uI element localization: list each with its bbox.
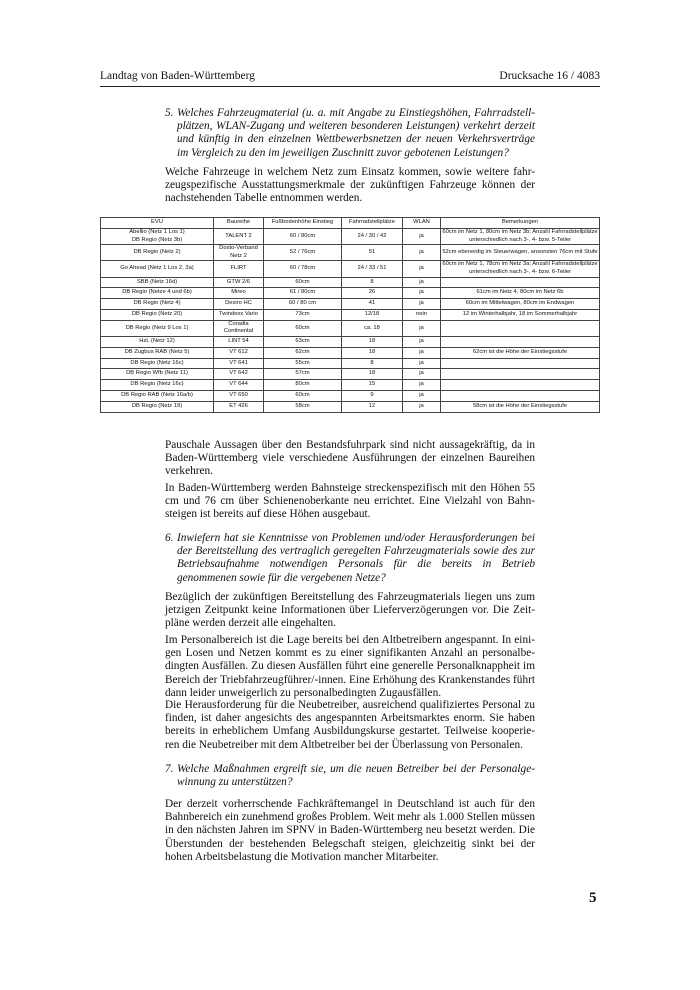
table-cell: 60cm im Mittelwagen, 80cm im Endwagen (441, 299, 600, 310)
table-cell: 58cm (264, 401, 342, 412)
table-cell: 63cm (264, 336, 342, 347)
question-7 (165, 763, 535, 789)
table-cell: 24 / 33 / 51 (342, 261, 403, 277)
table-cell: Coradia Continental (214, 320, 264, 336)
table-cell: ja (403, 229, 441, 245)
table-cell (441, 369, 600, 380)
paragraph-lieferverzoegerungen: Bezüglich der zukünftigen Bereitstellung des Fahrzeugmaterials liegen uns zum jetzigen Zeitpunkt keine Informationen über Lieferverzögerungen vor. Die Zeit-pläne werden derzeit alle eingehalten. (165, 591, 535, 630)
table-cell: VT 650 (214, 390, 264, 401)
paragraph-table-intro: Welche Fahrzeuge in welchem Netz zum Einsatz kommen, sowie weitere fahr-zeugspezifische Ausstattungsmerkmale der zukünftigen Fahrzeuge können der nachstehenden Tabelle entnommen werden. (165, 166, 535, 205)
question-5-number: 5. (165, 107, 174, 119)
table-row (101, 401, 600, 412)
table-cell: ja (403, 336, 441, 347)
table-row (101, 380, 600, 391)
table-cell: DB Regio (Netze 4 und 6b) (101, 288, 214, 299)
table-cell (441, 277, 600, 288)
table-cell: 8 (342, 358, 403, 369)
table-cell: ja (403, 277, 441, 288)
page-number: 5 (589, 890, 597, 906)
table-cell: ja (403, 320, 441, 336)
table-cell: ja (403, 245, 441, 261)
header-rule (100, 86, 600, 87)
table-cell: ca. 18 (342, 320, 403, 336)
table-header-cell: Fußbodenhöhe Einstieg (264, 218, 342, 229)
table-cell: 52 / 76cm (264, 245, 342, 261)
table-cell: 60 / 80 cm (264, 299, 342, 310)
table-row (101, 261, 600, 277)
table-cell: 41 (342, 299, 403, 310)
table-header-cell: WLAN (403, 218, 441, 229)
paragraph-personalbereich: Im Personalbereich ist die Lage bereits bei den Altbetreibern angespannt. In eini-gen Losen und Netzen kommt es zu einer signifikanten Anzahl an personalbe-dingten Ausfällen. Zu diesen Ausfällen führt eine generelle Personalknappheit im Bereich der Triebfahrzeugführer/-innen. Eine Erhöhung des Krankenstandes führt dann leider unweigerlich zu personalbedingten Zugausfällen. (165, 634, 535, 699)
question-6-text: Inwiefern hat sie Kenntnisse von Problemen und/oder Herausforderungen bei der Bereitstellung des vertraglich geregelten Fahrzeugmaterials sowie des zur Betriebsaufnahme notwendigen Personals für die bereits in Betrieb genommenen sowie für die vergebenen Netze? (177, 532, 535, 584)
table-cell: 61 / 80cm (264, 288, 342, 299)
table-cell: ja (403, 347, 441, 358)
table-cell: VT 612 (214, 347, 264, 358)
table-cell: Mireo (214, 288, 264, 299)
table-row (101, 288, 600, 299)
table-cell: FLIRT (214, 261, 264, 277)
table-cell: ja (403, 380, 441, 391)
table-cell: 62cm (264, 347, 342, 358)
table-cell: SBB (Netz 16d) (101, 277, 214, 288)
paragraph-bestandsfuhrpark: Pauschale Aussagen über den Bestandsfuhrpark sind nicht aussagekräftig, da in Baden-Württemberg viele verschiedene Ausführungen der einzelnen Baureihen verkehren. (165, 439, 535, 478)
table-cell: Desiro HC (214, 299, 264, 310)
table-header-cell: Bemerkungen (441, 218, 600, 229)
table-header-row (101, 218, 600, 229)
table-cell: Abellio (Netz 1 Los 1) DB Regio (Netz 3b) (101, 229, 214, 245)
table-cell: 18 (342, 336, 403, 347)
table-row (101, 309, 600, 320)
table-cell: Dosto-Verband Netz 2 (214, 245, 264, 261)
table-cell: LINT 54 (214, 336, 264, 347)
table-cell: DB Regio (Netz 16c) (101, 380, 214, 391)
table-header-cell: Fahrradstellplätze (342, 218, 403, 229)
table-cell: 12/18 (342, 309, 403, 320)
table-cell: DB Regio (Netz 20) (101, 309, 214, 320)
table-cell: 80cm (264, 380, 342, 391)
table-cell (441, 358, 600, 369)
question-7-number: 7. (165, 763, 174, 775)
table-row (101, 229, 600, 245)
header-right: Drucksache 16 / 4083 (499, 70, 600, 82)
table-cell: Go Ahead (Netz 1 Los 2, 3a) (101, 261, 214, 277)
table-cell: 60 / 78cm (264, 261, 342, 277)
table-cell: ja (403, 299, 441, 310)
table-cell (441, 390, 600, 401)
paragraph-fachkraeftemangel: Der derzeit vorherrschende Fachkräftemangel in Deutschland ist auch für den Bahnbereich ein zunehmend großes Problem. Weit mehr als 1.000 Stellen müssen in den nächsten Jahren im SPNV in Baden-Württemberg neu besetzt werden. Die Überstunden der bestehenden Belegschaft steigen, gleichzeitig sinkt bei der hohen Arbeitsbelastung die Motivation mancher Mitarbeiter. (165, 798, 535, 863)
table-cell: 9 (342, 390, 403, 401)
table-cell: ja (403, 261, 441, 277)
table-cell (441, 380, 600, 391)
table-cell: DB Regio (Netz 19) (101, 401, 214, 412)
question-5 (165, 107, 535, 160)
page-header (100, 70, 600, 82)
question-6-number: 6. (165, 532, 174, 544)
table-cell: TALENT 2 (214, 229, 264, 245)
table-cell: 62cm ist die Höhe der Einstiegsstufe (441, 347, 600, 358)
table-cell: ja (403, 390, 441, 401)
table-cell: DB Regio (Netz 16c) (101, 358, 214, 369)
table-row (101, 336, 600, 347)
table-cell: 18 (342, 347, 403, 358)
paragraph-neubetreiber: Die Herausforderung für die Neubetreiber, ausreichend qualifiziertes Personal zu finden, ist daher angesichts des angespannten Arbeitsmarktes enorm. Sie haben bereits in erheblichem Umfang Ausbildungskurse gestartet. Teilweise kooperie-ren die Neubetreiber mit dem Altbetreiber bei der Überlassung von Personalen. (165, 699, 535, 751)
table-cell: HzL (Netz 12) (101, 336, 214, 347)
table-cell: ja (403, 401, 441, 412)
question-7-text: Welche Maßnahmen ergreift sie, um die neuen Betreiber bei der Personalge-winnung zu unterstützen? (177, 763, 535, 789)
table-row (101, 320, 600, 336)
table-cell: DB Regio (Netz 9 Los 1) (101, 320, 214, 336)
table-cell: DB Regio Wfb (Netz 11) (101, 369, 214, 380)
table-row (101, 358, 600, 369)
table-header-cell: Baureihe (214, 218, 264, 229)
table-cell: VT 641 (214, 358, 264, 369)
table-cell: 60cm (264, 320, 342, 336)
question-5-text: Welches Fahrzeugmaterial (u. a. mit Angabe zu Einstiegshöhen, Fahrradstell-plätzen, WLAN-Zugang und weiteren besonderen Leistungen) verkehrt derzeit und künftig in den einzelnen Wettbewerbsnetzen der neuen Verkehrsverträge im Vergleich zu den im jeweiligen Zuschnitt zuvor gebotenen Leistungen? (177, 107, 535, 159)
table-cell: VT 644 (214, 380, 264, 391)
table-header-cell: EVU (101, 218, 214, 229)
table-cell: VT 642 (214, 369, 264, 380)
table-cell: 60cm im Netz 1, 78cm im Netz 3a; Anzahl Fahrradstellplätze unterschiedlich nach 3-, 4- bzw. 6-Teiler (441, 261, 600, 277)
table-row (101, 347, 600, 358)
table-cell: 60cm im Netz 1, 80cm im Netz 3b; Anzahl Fahrradstellplätze unterschiedlich nach 3-, 4- bzw. 5-Teiler (441, 229, 600, 245)
table-cell: DB Regio (Netz 2) (101, 245, 214, 261)
table-cell: nein (403, 309, 441, 320)
vehicle-table (100, 217, 599, 413)
table-row (101, 245, 600, 261)
table-cell: ja (403, 358, 441, 369)
table-cell: 8 (342, 277, 403, 288)
table-cell: 15 (342, 380, 403, 391)
table-row (101, 390, 600, 401)
table-cell: ja (403, 369, 441, 380)
table-cell: 26 (342, 288, 403, 299)
question-6 (165, 532, 535, 585)
table-cell: 55cm (264, 358, 342, 369)
table-cell: 58cm ist die Höhe der Einstiegsstufe (441, 401, 600, 412)
table-cell: DB Regio RAB (Netz 16a/b) (101, 390, 214, 401)
table-cell: Twindexx Vario (214, 309, 264, 320)
table-cell: 61cm im Netz 4, 80cm im Netz 6b (441, 288, 600, 299)
table-body (101, 229, 600, 413)
table-cell: 24 / 30 / 42 (342, 229, 403, 245)
table-cell: 12 im Winterhalbjahr, 18 im Sommerhalbjahr (441, 309, 600, 320)
table-cell: 12 (342, 401, 403, 412)
paragraph-bahnsteige: In Baden-Württemberg werden Bahnsteige streckenspezifisch mit den Höhen 55 cm und 76 cm über Schienenoberkante neu errichtet. Eine Vielzahl von Bahn-steigen ist bereits auf diese Höhen ausgebaut. (165, 482, 535, 521)
table-row (101, 299, 600, 310)
table-cell: 73cm (264, 309, 342, 320)
table-row (101, 369, 600, 380)
table-cell: 60 / 80cm (264, 229, 342, 245)
table-cell: GTW 2/6 (214, 277, 264, 288)
table-cell: 18 (342, 369, 403, 380)
table-cell: DB Regio (Netz 4) (101, 299, 214, 310)
table-cell: ja (403, 288, 441, 299)
table-cell: 57cm (264, 369, 342, 380)
table-cell: 52cm ebenerdig im Steuerwagen, ansonsten 76cm mit Stufe (441, 245, 600, 261)
table-cell: 60cm (264, 277, 342, 288)
table-cell (441, 320, 600, 336)
header-left: Landtag von Baden-Württemberg (100, 70, 255, 82)
table-cell: DB Zugbus RAB (Netz 5) (101, 347, 214, 358)
table-cell: 51 (342, 245, 403, 261)
table-cell: ET 426 (214, 401, 264, 412)
table-row (101, 277, 600, 288)
table-cell (441, 336, 600, 347)
table-cell: 60cm (264, 390, 342, 401)
